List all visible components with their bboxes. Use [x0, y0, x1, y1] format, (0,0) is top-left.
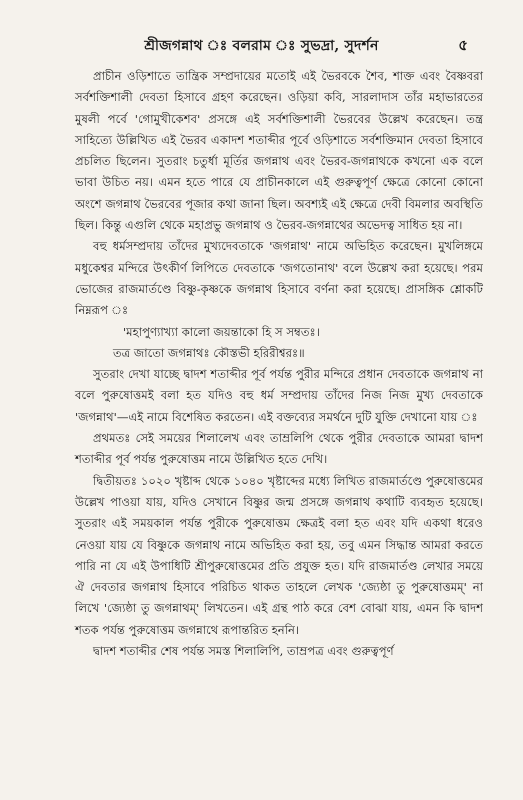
paragraph-bhairava: প্রাচীন ওড়িশাতে তান্ত্রিক সম্প্রদায়ের মতোই এই ভৈরবকে শৈব, শাক্ত এবং বৈষ্ণবরা সর্বশক্তিশালী দেবতা হিসাবে গ্রহণ করেছেন। ওড়িয়া কবি, সারলাদাস তাঁর মহাভারতের মুষলী পর্বে 'গোমুখীকেশব' প্রসঙ্গে এই সর্বশক্তিশালী ভৈরবের উল্লেখ করেছেন। তন্ত্র সাহিত্যে উল্লিখিত এই ভৈরব একাদশ শতাব্দীর পূর্বে ওড়িশাতে সর্বশক্তিমান দেবতা হিসাবে প্রচলিত ছিলেন। সুতরাং চতুর্ধা মূর্তির জগন্নাথ এবং ভৈরব-জগন্নাথকে কখনো এক বলে ভাবা উচিত নয়। এমন হতে পারে যে প্রাচীনকালে এই গুরুত্বপূর্ণ ক্ষেত্রে কোনো কোনো অংশে জগন্নাথ ভৈরবের পূজার কথা জানা ছিল। অবশ্যই এই ক্ষেত্রে দেবী বিমলার অবস্থিতি ছিল। কিন্তু এগুলি থেকে মহাপ্রভু জগন্নাথ ও ভৈরব-জগন্নাথের অভেদত্ব সাধিত হয় না। [75, 69, 483, 233]
paragraph-second-argument: দ্বিতীয়তঃ ১০২০ খৃষ্টাব্দ থেকে ১০৪০ খৃষ্টাব্দের মধ্যে লিখিত রাজমার্তণ্ডে পুরুষোত্তমের উল্লেখ পাওয়া যায়, যদিও সেখানে বিষ্ণুর জন্ম প্রসঙ্গে জগন্নাথ কথাটি ব্যবহৃত হয়েছে। সুতরাং এই সময়কাল পর্যন্ত পুরীকে পুরুষোত্তম ক্ষেত্রই বলা হত এবং যদি একথা ধরেও নেওয়া যায় যে বিষ্ণুকে জগন্নাথ নামে অভিহিত করা হয়, তবু এমন সিদ্ধান্ত আমরা করতে পারি না যে এই উপাধিটি শ্রীপুরুষোত্তমের প্রতি প্রযুক্ত হত। যদি রাজমার্তণ্ড লেখার সময়ে ঐ দেবতার জগন্নাথ হিসাবে পরিচিত থাকত তাহলে লেখক 'জ্যেষ্ঠা তু পুরুষোত্তমম্' না লিখে 'জ্যেষ্ঠা তু জগন্নাথম্' লিখতেন। এই গ্রন্থ পাঠ করে বেশ বোঝা যায়, এমন কি দ্বাদশ শতক পর্যন্ত পুরুষোত্তম জগন্নাথে রূপান্তরিত হননি। [75, 473, 483, 637]
body-text [75, 66, 483, 662]
paragraph-first-argument: প্রথমতঃ সেই সময়ের শিলালেখ এবং তাম্রলিপি থেকে পুরীর দেবতাকে আমরা দ্বাদশ শতাব্দীর পূর্ব পর্যন্ত পুরুষোত্তম নামে উল্লিখিত হতে দেখি। [75, 431, 483, 467]
paragraph-final-line: দ্বাদশ শতাব্দীর শেষ পর্যন্ত সমস্ত শিলালিপি, তাম্রপত্র এবং গুরুত্বপূর্ণ [93, 644, 394, 659]
running-title: শ্রীজগন্নাথ ঃ বলরাম ঃ সুভদ্রা, সুদর্শন [144, 38, 379, 54]
page-number: ৫ [458, 36, 468, 54]
page-header [0, 34, 523, 58]
paragraph-jagannath-name: বহু ধর্মসম্প্রদায় তাঁদের মুখ্যদেবতাকে 'জগন্নাথ' নামে অভিহিত করেছেন। মুখলিঙ্গমে মধুকেশ্বর মন্দিরে উৎকীর্ণ লিপিতে দেবতাকে 'জগতোনাথ' বলে উল্লেখ করা হয়েছে। পরম ভোজের রাজমার্তণ্ডে বিষ্ণু-কৃষ্ণকে জগন্নাথ হিসাবে বর্ণনা করা হয়েছে। প্রাসঙ্গিক শ্লোকটি নিম্নরূপ ঃ [75, 239, 483, 318]
paragraph-purushottam: সুতরাং দেখা যাচ্ছে দ্বাদশ শতাব্দীর পূর্ব পর্যন্ত পুরীর মন্দিরে প্রধান দেবতাকে জগন্নাথ না বলে পুরুষোত্তমই বলা হত যদিও বহু ধর্ম সম্প্রদায় তাঁদের নিজ নিজ মুখ্য দেবতাকে 'জগন্নাথ'—এই নামে বিশেষিত করতেন। এই বক্তব্যের সমর্থনে দুটি যুক্তি দেখানো যায় ঃ [75, 367, 483, 424]
verse-line-2: তত্র জাতো জগন্নাথঃ কৌস্তভী হরিরীশ্বরঃ॥ [113, 345, 305, 360]
verse-line-1: 'মহাপুণ্যাখ্যা কালো জয়ন্তাকো হি স সম্বতঃ। [123, 324, 320, 339]
